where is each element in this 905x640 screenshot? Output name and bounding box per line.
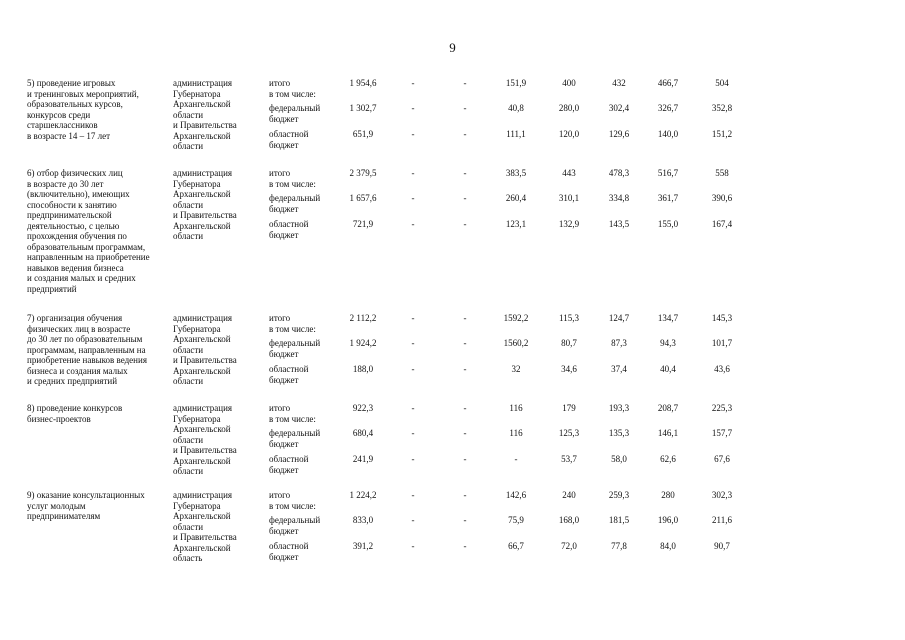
funding-value: - [463, 515, 467, 525]
funding-value: - [411, 338, 415, 348]
funding-value: 326,7 [657, 103, 679, 113]
funding-value: - [411, 193, 415, 203]
funding-value: - [411, 454, 415, 464]
funding-value: 146,1 [657, 428, 679, 438]
funding-source-label: федеральный бюджет [269, 338, 321, 359]
funding-value: 32 [511, 364, 521, 374]
funding-value: 504 [715, 78, 729, 88]
funding-value: - [463, 193, 467, 203]
funding-value: 179 [562, 403, 576, 413]
funding-value: 101,7 [711, 338, 733, 348]
funding-value: 168,0 [558, 515, 580, 525]
funding-value: 123,1 [505, 219, 527, 229]
funding-value: 151,2 [711, 129, 733, 139]
funding-value: 280 [661, 490, 675, 500]
funding-value: 383,5 [505, 168, 527, 178]
funding-value: - [463, 541, 467, 551]
funding-value: - [411, 103, 415, 113]
funding-value: 84,0 [660, 541, 676, 551]
funding-value: - [411, 129, 415, 139]
funding-value: 111,1 [506, 129, 526, 139]
executor: администрация Губернатора Архангельской области и Правительства Архангельской области [173, 313, 237, 386]
funding-value: 1 302,7 [349, 103, 377, 113]
activity-description: 7) организация обучения физических лиц в возрасте до 30 лет по образовательным программам, направленным на приобретение навыков ведения бизнеса и создания малых и средних предприятий [27, 313, 147, 386]
funding-value: 208,7 [657, 403, 679, 413]
funding-value: 352,8 [711, 103, 733, 113]
funding-value: - [411, 515, 415, 525]
funding-value: - [411, 219, 415, 229]
funding-value: 211,6 [712, 515, 732, 525]
funding-value: 241,9 [352, 454, 374, 464]
funding-value: 651,9 [352, 129, 374, 139]
funding-value: 432 [612, 78, 626, 88]
funding-value: 361,7 [657, 193, 679, 203]
funding-value: 66,7 [508, 541, 524, 551]
funding-value: - [411, 364, 415, 374]
funding-value: 188,0 [352, 364, 374, 374]
funding-value: 43,6 [714, 364, 730, 374]
funding-value: 334,8 [608, 193, 630, 203]
funding-value: 516,7 [657, 168, 679, 178]
funding-value: - [463, 219, 467, 229]
funding-value: 1560,2 [503, 338, 529, 348]
funding-source-label: итого в том числе: [269, 313, 316, 334]
funding-value: 115,3 [559, 313, 579, 323]
funding-value: - [463, 338, 467, 348]
funding-value: 120,0 [558, 129, 580, 139]
funding-source-label: федеральный бюджет [269, 428, 321, 449]
funding-value: - [463, 364, 467, 374]
funding-value: 391,2 [352, 541, 374, 551]
funding-value: 922,3 [352, 403, 374, 413]
funding-value: 53,7 [561, 454, 577, 464]
funding-value: 157,7 [711, 428, 733, 438]
funding-value: 225,3 [711, 403, 733, 413]
funding-value: - [411, 78, 415, 88]
funding-source-label: итого в том числе: [269, 168, 316, 189]
funding-value: 196,0 [657, 515, 679, 525]
funding-value: - [463, 78, 467, 88]
funding-value: - [463, 454, 467, 464]
funding-value: 40,4 [660, 364, 676, 374]
funding-value: 167,4 [711, 219, 733, 229]
funding-value: 129,6 [608, 129, 630, 139]
funding-value: - [463, 103, 467, 113]
funding-source-label: федеральный бюджет [269, 103, 321, 124]
funding-value: - [463, 168, 467, 178]
funding-value: 390,6 [711, 193, 733, 203]
funding-value: 151,9 [505, 78, 527, 88]
funding-value: 58,0 [611, 454, 627, 464]
funding-value: 1592,2 [503, 313, 529, 323]
funding-value: 193,3 [608, 403, 630, 413]
funding-source-label: областной бюджет [269, 541, 309, 562]
funding-value: 558 [715, 168, 729, 178]
funding-value: 1 924,2 [349, 338, 377, 348]
funding-value: 94,3 [660, 338, 676, 348]
funding-value: - [411, 490, 415, 500]
funding-value: 116 [509, 428, 523, 438]
funding-source-label: итого в том числе: [269, 490, 316, 511]
funding-value: - [411, 541, 415, 551]
funding-value: 478,3 [608, 168, 630, 178]
funding-value: 280,0 [558, 103, 580, 113]
funding-value: 680,4 [352, 428, 374, 438]
funding-source-label: федеральный бюджет [269, 193, 321, 214]
funding-value: 134,7 [657, 313, 679, 323]
funding-value: - [411, 168, 415, 178]
funding-value: 400 [562, 78, 576, 88]
funding-value: 62,6 [660, 454, 676, 464]
funding-value: 302,3 [711, 490, 733, 500]
funding-value: - [463, 129, 467, 139]
activity-description: 8) проведение конкурсов бизнес-проектов [27, 403, 123, 424]
funding-value: 833,0 [352, 515, 374, 525]
funding-value: 124,7 [608, 313, 630, 323]
activity-description: 9) оказание консультационных услуг молодым предпринимателям [27, 490, 145, 521]
funding-value: - [463, 428, 467, 438]
funding-source-label: федеральный бюджет [269, 515, 321, 536]
funding-source-label: итого в том числе: [269, 78, 316, 99]
funding-value: 1 954,6 [349, 78, 377, 88]
funding-value: 72,0 [561, 541, 577, 551]
funding-value: 2 379,5 [349, 168, 377, 178]
funding-value: 466,7 [657, 78, 679, 88]
funding-value: - [411, 403, 415, 413]
funding-value: - [463, 490, 467, 500]
funding-value: 40,8 [508, 103, 524, 113]
funding-value: 181,5 [608, 515, 630, 525]
activity-description: 5) проведение игровых и тренинговых мероприятий, образовательных курсов, конкурсов среди старшеклассников в возрасте 14 – 17 лет [27, 78, 139, 141]
funding-value: 140,0 [657, 129, 679, 139]
funding-value: 302,4 [608, 103, 630, 113]
funding-value: 142,6 [505, 490, 527, 500]
funding-value: 87,3 [611, 338, 627, 348]
funding-value: - [463, 403, 467, 413]
funding-value: 145,3 [711, 313, 733, 323]
funding-value: 155,0 [657, 219, 679, 229]
executor: администрация Губернатора Архангельской области и Правительства Архангельской область [173, 490, 237, 563]
funding-source-label: областной бюджет [269, 454, 309, 475]
funding-value: 125,3 [558, 428, 580, 438]
executor: администрация Губернатора Архангельской области и Правительства Архангельской области [173, 78, 237, 151]
funding-value: 310,1 [558, 193, 580, 203]
funding-value: 1 657,6 [349, 193, 377, 203]
funding-source-label: итого в том числе: [269, 403, 316, 424]
funding-value: 721,9 [352, 219, 374, 229]
funding-value: 2 112,2 [349, 313, 377, 323]
funding-value: 1 224,2 [349, 490, 377, 500]
funding-value: 443 [562, 168, 576, 178]
funding-value: 259,3 [608, 490, 630, 500]
funding-value: - [411, 313, 415, 323]
funding-value: 80,7 [561, 338, 577, 348]
funding-value: 67,6 [714, 454, 730, 464]
activity-description: 6) отбор физических лиц в возрасте до 30 лет (включительно), имеющих способности к занятию предпринимательской деятельностью, с целью прохождения обучения по образовательным программам, направленным на приобретение навыков ведения бизнеса и создания малых и средних предприятий [27, 168, 150, 294]
funding-value: 34,6 [561, 364, 577, 374]
funding-source-label: областной бюджет [269, 364, 309, 385]
funding-value: 132,9 [558, 219, 580, 229]
funding-value: 143,5 [608, 219, 630, 229]
page-number: 9 [449, 40, 456, 55]
funding-value: - [411, 428, 415, 438]
funding-value: 37,4 [611, 364, 627, 374]
funding-value: 75,9 [508, 515, 524, 525]
funding-value: - [463, 313, 467, 323]
funding-source-label: областной бюджет [269, 129, 309, 150]
funding-value: 90,7 [714, 541, 730, 551]
funding-value: 116 [509, 403, 523, 413]
funding-value: 77,8 [611, 541, 627, 551]
funding-value: 260,4 [505, 193, 527, 203]
funding-value: 240 [562, 490, 576, 500]
executor: администрация Губернатора Архангельской области и Правительства Архангельской области [173, 403, 237, 476]
funding-value: 135,3 [608, 428, 630, 438]
executor: администрация Губернатора Архангельской области и Правительства Архангельской области [173, 168, 237, 241]
funding-value: - [514, 454, 518, 464]
funding-source-label: областной бюджет [269, 219, 309, 240]
